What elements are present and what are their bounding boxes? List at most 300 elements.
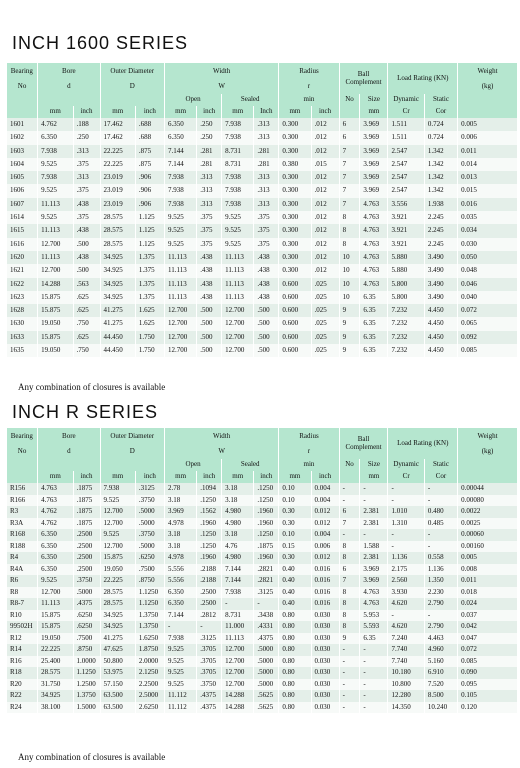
table-cell: 3.969 <box>360 575 388 587</box>
table-cell: 2.1250 <box>135 667 164 679</box>
table-cell: 0.065 <box>458 317 517 330</box>
table-cell: 0.012 <box>311 506 339 518</box>
header-blank <box>100 459 164 471</box>
table-cell: 15.875 <box>38 331 73 344</box>
table-cell: .012 <box>311 145 339 158</box>
table-cell: .625 <box>73 304 100 317</box>
table-cell: 1.1250 <box>135 598 164 610</box>
table-row <box>7 331 518 344</box>
table-cell: .2188 <box>197 564 222 576</box>
table-cell: 0.005 <box>458 118 517 131</box>
table-cell: .3125 <box>254 587 279 599</box>
table-row <box>7 506 518 518</box>
table-cell: 7 <box>339 171 360 184</box>
table-cell: 0.030 <box>311 702 339 714</box>
table-cell: .313 <box>197 171 222 184</box>
table-cell: .438 <box>254 278 279 291</box>
table-cell: 0.300 <box>279 198 311 211</box>
header-row <box>7 459 518 471</box>
table-cell: 9.525 <box>164 656 196 668</box>
table-cell: .3750 <box>135 529 164 541</box>
table-cell: 1.750 <box>135 344 164 357</box>
table-cell: 1622 <box>7 278 38 291</box>
table-cell: R188 <box>7 541 38 553</box>
header-row <box>7 94 518 106</box>
table-cell: 2.547 <box>388 171 424 184</box>
header-radius: Radius <box>279 63 339 80</box>
table-cell: 9.525 <box>164 224 196 237</box>
table-cell: .1875 <box>73 518 100 530</box>
table-cell: - <box>388 483 424 495</box>
header-unit: mm <box>100 471 135 483</box>
table-cell: 6 <box>339 131 360 144</box>
table-cell: 4.763 <box>38 495 73 507</box>
table-cell: 57.150 <box>100 679 135 691</box>
table-cell: 53.975 <box>100 667 135 679</box>
table-cell: 1.511 <box>388 131 424 144</box>
table-cell: .875 <box>135 158 164 171</box>
table-cell: 7.938 <box>222 118 254 131</box>
table-cell: 9.525 <box>38 158 73 171</box>
table-cell: 2.790 <box>424 621 457 633</box>
table-cell: 3.969 <box>360 564 388 576</box>
table-cell: 0.095 <box>458 679 517 691</box>
table-cell: 1635 <box>7 344 38 357</box>
table-cell: .1875 <box>73 506 100 518</box>
table-cell: .025 <box>311 331 339 344</box>
table-cell: 0.090 <box>458 667 517 679</box>
table-row <box>7 224 518 237</box>
table-cell: 0.030 <box>311 679 339 691</box>
table-cell: 0.105 <box>458 690 517 702</box>
table-cell: - <box>339 702 360 714</box>
table-cell: 1.375 <box>135 291 164 304</box>
table-cell: 4.980 <box>222 518 254 530</box>
table-cell: .012 <box>311 198 339 211</box>
table-cell: 19.050 <box>38 344 73 357</box>
table-cell: 12.700 <box>222 344 254 357</box>
header-unit: mm <box>164 471 196 483</box>
header-open: Open <box>164 94 221 106</box>
table-cell: .375 <box>73 184 100 197</box>
table-cell: 7.938 <box>222 131 254 144</box>
table-cell: 7 <box>339 518 360 530</box>
table-cell: 3.490 <box>424 264 457 277</box>
table-cell: 1.342 <box>424 158 457 171</box>
table-cell: 19.050 <box>100 564 135 576</box>
table-cell: 11.112 <box>164 702 196 714</box>
header-W: W <box>164 445 278 459</box>
header-r: r <box>279 80 339 94</box>
header-blank <box>100 94 164 106</box>
table-cell: - <box>360 644 388 656</box>
table-cell: 6 <box>339 506 360 518</box>
table-cell: 0.300 <box>279 238 311 251</box>
table-row <box>7 184 518 197</box>
table-cell: 34.925 <box>100 264 135 277</box>
header-blank <box>7 106 38 118</box>
table-cell: 0.600 <box>279 291 311 304</box>
table-cell: 0.018 <box>458 587 517 599</box>
table-row <box>7 633 518 645</box>
header-cor: Cor <box>424 106 457 118</box>
table-cell: 12.280 <box>388 690 424 702</box>
table-row <box>7 529 518 541</box>
table-cell: 1630 <box>7 317 38 330</box>
table-cell: 1605 <box>7 171 38 184</box>
table-cell: .012 <box>311 118 339 131</box>
table-cell: 14.288 <box>222 690 254 702</box>
table-cell: .5000 <box>254 656 279 668</box>
table-row <box>7 304 518 317</box>
header-outer-diameter: Outer Diameter <box>100 428 164 445</box>
table-cell: 10 <box>339 291 360 304</box>
table-cell: 17.462 <box>100 131 135 144</box>
table-cell: 5.593 <box>360 621 388 633</box>
table-cell: 7 <box>339 184 360 197</box>
table-cell: 9.525 <box>222 238 254 251</box>
table-row <box>7 598 518 610</box>
table-cell: 4.980 <box>222 506 254 518</box>
table-cell: .7500 <box>135 564 164 576</box>
table-cell: .375 <box>254 224 279 237</box>
table-cell: - <box>424 495 457 507</box>
header-d: d <box>38 445 100 459</box>
table-cell: .4375 <box>73 598 100 610</box>
table-cell: 1.8750 <box>135 644 164 656</box>
table-cell: 9.525 <box>100 495 135 507</box>
table-cell: 1.0000 <box>73 656 100 668</box>
header-D: D <box>100 80 164 94</box>
table-cell: 1.136 <box>424 564 457 576</box>
table-cell: 2.6250 <box>135 702 164 714</box>
table-cell: 4.763 <box>360 224 388 237</box>
table-cell: 2.245 <box>424 238 457 251</box>
table-row <box>7 541 518 553</box>
table-cell: 5.800 <box>388 291 424 304</box>
table-cell: 11.113 <box>38 251 73 264</box>
table-cell: .012 <box>311 171 339 184</box>
table-cell: 28.575 <box>100 238 135 251</box>
table-cell: 9.525 <box>164 211 196 224</box>
table-cell: 0.024 <box>458 598 517 610</box>
table-cell: - <box>424 541 457 553</box>
table-cell: .1250 <box>197 495 222 507</box>
header-unit: mm <box>100 106 135 118</box>
table-cell: .438 <box>254 291 279 304</box>
table-cell: 1.310 <box>388 518 424 530</box>
table-cell: 8 <box>339 598 360 610</box>
table-cell: 0.050 <box>458 251 517 264</box>
table-cell: 0.300 <box>279 184 311 197</box>
table-row <box>7 552 518 564</box>
table-cell: 0.004 <box>311 495 339 507</box>
table-cell: 0.300 <box>279 131 311 144</box>
header-unit: mm <box>360 471 388 483</box>
table-cell: 41.275 <box>100 633 135 645</box>
table-row <box>7 587 518 599</box>
table-cell: .5000 <box>135 506 164 518</box>
table-cell: 5.880 <box>388 251 424 264</box>
header-open: Open <box>164 459 221 471</box>
table-cell: 5.880 <box>388 264 424 277</box>
table-cell: 0.008 <box>458 564 517 576</box>
table-cell: 0.300 <box>279 118 311 131</box>
table-cell: .1250 <box>254 495 279 507</box>
table-cell: .3750 <box>197 679 222 691</box>
table-cell: 3.969 <box>360 184 388 197</box>
table-cell: 12.700 <box>38 264 73 277</box>
table-cell: 1615 <box>7 224 38 237</box>
table-cell: 12.700 <box>100 541 135 553</box>
table-cell: 14.288 <box>38 278 73 291</box>
table-cell: 2.547 <box>388 145 424 158</box>
table-cell: R12 <box>7 633 38 645</box>
table-cell: 0.00080 <box>458 495 517 507</box>
table-cell: 0.10 <box>279 483 311 495</box>
table-cell: R22 <box>7 690 38 702</box>
table-row <box>7 679 518 691</box>
table-cell: 7.938 <box>38 171 73 184</box>
table-cell: 4.620 <box>388 598 424 610</box>
header-blank <box>458 471 517 483</box>
table-cell: 1.342 <box>424 171 457 184</box>
table-cell: 0.300 <box>279 171 311 184</box>
table-cell: .1875 <box>73 483 100 495</box>
table-cell: .1960 <box>197 552 222 564</box>
table-cell: .025 <box>311 278 339 291</box>
table-cell: 3.18 <box>164 529 196 541</box>
table-cell: 41.275 <box>100 304 135 317</box>
table-cell: 8 <box>339 587 360 599</box>
table-cell: .688 <box>135 131 164 144</box>
header-r: r <box>279 445 339 459</box>
table-cell: 0.005 <box>458 552 517 564</box>
header-blank <box>339 471 360 483</box>
table-cell: 0.485 <box>424 518 457 530</box>
table-header <box>7 63 518 118</box>
table-cell: 4.763 <box>360 598 388 610</box>
header-dynamic: Dynamic <box>388 459 424 471</box>
table-cell: 2.547 <box>388 158 424 171</box>
table-cell: .1250 <box>254 483 279 495</box>
table-cell: 1607 <box>7 198 38 211</box>
header-W: W <box>164 80 278 94</box>
table-row <box>7 656 518 668</box>
table-cell: 8 <box>339 238 360 251</box>
table-cell: - <box>424 529 457 541</box>
table-cell: 1.350 <box>424 575 457 587</box>
table-cell: 7.938 <box>164 171 196 184</box>
table-cell: .3705 <box>197 667 222 679</box>
table-cell: .1960 <box>254 552 279 564</box>
table-cell: .1250 <box>197 541 222 553</box>
table-cell: 6 <box>339 564 360 576</box>
table-cell: 6.35 <box>360 304 388 317</box>
table-cell: 10.240 <box>424 702 457 714</box>
table-cell: .438 <box>197 291 222 304</box>
table-cell: 0.00060 <box>458 529 517 541</box>
table-cell: 12.700 <box>222 667 254 679</box>
table-cell: 2.381 <box>360 518 388 530</box>
header-unit: inch <box>73 471 100 483</box>
table-cell: 41.275 <box>100 317 135 330</box>
table-cell: 0.480 <box>424 506 457 518</box>
table-cell: 0.80 <box>279 667 311 679</box>
table-cell: 0.40 <box>279 587 311 599</box>
table-cell: 1.750 <box>135 331 164 344</box>
table-cell: - <box>360 495 388 507</box>
header-weight: Weight <box>458 63 517 80</box>
table-cell: .313 <box>73 145 100 158</box>
table-cell: 7.938 <box>222 171 254 184</box>
table-cell: 12.700 <box>38 238 73 251</box>
table-cell: 10.180 <box>388 667 424 679</box>
table-cell: .313 <box>254 118 279 131</box>
header-blank <box>7 459 38 471</box>
header-sealed: Sealed <box>222 459 279 471</box>
table-cell: - <box>360 679 388 691</box>
table-cell: - <box>339 679 360 691</box>
header-no: No <box>7 445 38 459</box>
table-cell: .025 <box>311 317 339 330</box>
header-ball-complement: Ball Complement <box>339 428 388 459</box>
table-cell: 4.450 <box>424 331 457 344</box>
header-units-row <box>7 106 518 118</box>
table-cell: 3.556 <box>388 198 424 211</box>
table-cell: .025 <box>311 344 339 357</box>
header-unit: inch <box>311 106 339 118</box>
table-cell: 4.450 <box>424 344 457 357</box>
table-row <box>7 211 518 224</box>
table-cell: .500 <box>254 331 279 344</box>
table-cell: 2.0000 <box>135 656 164 668</box>
table-cell: 0.00160 <box>458 541 517 553</box>
table-row <box>7 291 518 304</box>
table-cell: .1250 <box>197 529 222 541</box>
table-cell: 0.0022 <box>458 506 517 518</box>
table-cell: 7.938 <box>164 198 196 211</box>
table-cell: 0.030 <box>311 690 339 702</box>
table-cell: 0.011 <box>458 575 517 587</box>
table-cell: 1.5000 <box>73 702 100 714</box>
table-cell: 4.978 <box>164 518 196 530</box>
table-cell: 7.938 <box>222 587 254 599</box>
header-unit: inch <box>135 106 164 118</box>
table-cell: 0.40 <box>279 564 311 576</box>
table-cell: 34.925 <box>38 690 73 702</box>
table-cell: - <box>388 610 424 622</box>
table-cell: .5625 <box>254 702 279 714</box>
table-cell: 0.80 <box>279 656 311 668</box>
table-cell: 0.600 <box>279 317 311 330</box>
table-cell: 9.525 <box>38 184 73 197</box>
table-cell: 2.245 <box>424 224 457 237</box>
table-cell: 4.450 <box>424 317 457 330</box>
table-cell: 4.763 <box>38 483 73 495</box>
table-cell: - <box>164 621 196 633</box>
table-cell: 11.113 <box>164 251 196 264</box>
header-dynamic: Dynamic <box>388 94 424 106</box>
table-cell: R14 <box>7 644 38 656</box>
table-cell: 0.300 <box>279 251 311 264</box>
table-cell: 6.35 <box>360 317 388 330</box>
table-cell: R16 <box>7 656 38 668</box>
table-cell: 1.6250 <box>135 633 164 645</box>
table-cell: 9.525 <box>164 238 196 251</box>
bearing-table-inch-1600 <box>6 63 517 357</box>
table-cell: 6.350 <box>38 529 73 541</box>
table-cell: 1621 <box>7 264 38 277</box>
table-cell: R24 <box>7 702 38 714</box>
table-cell: .5000 <box>254 667 279 679</box>
table-cell: 4.763 <box>360 587 388 599</box>
table-cell: 11.113 <box>38 598 73 610</box>
table-cell: 22.225 <box>38 644 73 656</box>
table-cell: 7.938 <box>222 184 254 197</box>
header-unit: inch <box>73 106 100 118</box>
table-cell: 12.700 <box>100 518 135 530</box>
header-load-rating: Load Rating (KN) <box>388 63 458 94</box>
table-cell: 0.80 <box>279 621 311 633</box>
table-cell: 0.030 <box>458 238 517 251</box>
table-cell: 0.085 <box>458 344 517 357</box>
header-kg: (kg) <box>458 80 517 94</box>
table-row <box>7 158 518 171</box>
table-cell: .375 <box>73 211 100 224</box>
table-cell: 8.731 <box>222 610 254 622</box>
table-cell: 11.113 <box>222 291 254 304</box>
table-cell: 6.350 <box>164 587 196 599</box>
table-cell: .1960 <box>197 518 222 530</box>
header-blank <box>7 94 38 106</box>
table-cell: 1.1250 <box>135 587 164 599</box>
table-cell: 12.700 <box>164 317 196 330</box>
header-blank <box>38 459 100 471</box>
table-cell: 7.938 <box>38 145 73 158</box>
table-cell: 3.18 <box>222 483 254 495</box>
table-cell: 28.575 <box>100 598 135 610</box>
table-cell: 4.763 <box>360 278 388 291</box>
table-cell: 4.762 <box>38 506 73 518</box>
table-cell: .500 <box>197 317 222 330</box>
table-row <box>7 238 518 251</box>
header-cor: Cor <box>424 471 457 483</box>
table-row <box>7 621 518 633</box>
table-cell: 1623 <box>7 291 38 304</box>
table-cell: 9 <box>339 317 360 330</box>
table-cell: 7.520 <box>424 679 457 691</box>
table-header <box>7 428 518 483</box>
table-cell: 4.960 <box>424 644 457 656</box>
section-title-inch-r: INCH R SERIES <box>12 402 159 422</box>
table-cell: 12.700 <box>222 656 254 668</box>
table-cell: 10.800 <box>388 679 424 691</box>
table-cell: 3.490 <box>424 291 457 304</box>
table-cell: R8 <box>7 587 38 599</box>
table-cell: .012 <box>311 211 339 224</box>
header-kg: (kg) <box>458 445 517 459</box>
header-no: No <box>7 80 38 94</box>
table-row <box>7 278 518 291</box>
table-cell: 0.600 <box>279 331 311 344</box>
table-cell: 0.030 <box>311 644 339 656</box>
table-row <box>7 518 518 530</box>
table-cell: 8 <box>339 541 360 553</box>
table-cell: 6.350 <box>164 118 196 131</box>
table-cell: 1.938 <box>424 198 457 211</box>
header-unit: mm <box>38 106 73 118</box>
